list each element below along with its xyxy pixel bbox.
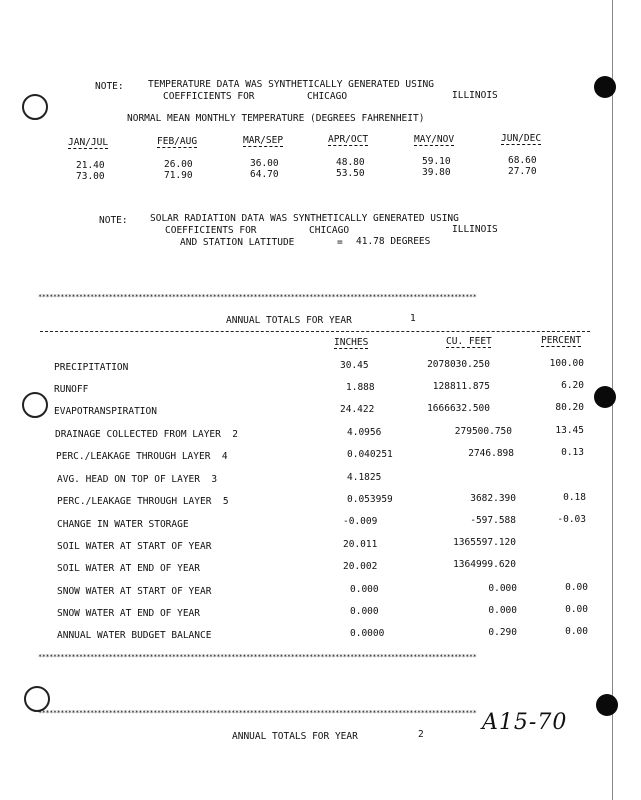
- row-inches: 0.0000: [350, 628, 385, 639]
- asterisk-separator: **********************************************************************************************************************: [38, 710, 477, 717]
- temp-header: APR/OCT: [328, 134, 369, 145]
- row-cu-feet: 2078030.250: [427, 359, 490, 370]
- row-label: PRECIPITATION: [54, 362, 129, 373]
- row-percent: 0.13: [561, 447, 584, 458]
- row-percent: 0.00: [565, 582, 588, 593]
- row-percent: -0.03: [557, 514, 586, 525]
- row-percent: 0.00: [565, 604, 588, 615]
- temp-value: 68.60: [508, 155, 537, 166]
- punch-hole-top-left: [22, 94, 48, 120]
- row-label: SNOW WATER AT END OF YEAR: [57, 608, 200, 619]
- solar-note-latitude-label: AND STATION LATITUDE: [180, 237, 295, 248]
- row-cu-feet: 0.000: [488, 605, 517, 616]
- row-label: RUNOFF: [54, 384, 89, 395]
- temp-value: 53.50: [336, 168, 365, 179]
- temp-note-coefficients: COEFFICIENTS FOR: [163, 91, 255, 102]
- row-inches: 0.000: [350, 606, 379, 617]
- row-cu-feet: 0.000: [488, 583, 517, 594]
- solar-note-equals: =: [337, 237, 343, 248]
- row-inches: 0.040251: [347, 449, 393, 460]
- row-inches: 0.053959: [347, 494, 393, 505]
- dashed-separator: [40, 331, 590, 332]
- punch-hole-top-right: [594, 76, 616, 98]
- punch-hole-middle-right: [594, 386, 616, 408]
- row-inches: 20.002: [343, 561, 378, 572]
- row-cu-feet: 1364999.620: [453, 559, 516, 570]
- punch-hole-middle-left: [22, 392, 48, 418]
- solar-note-line1: SOLAR RADIATION DATA WAS SYNTHETICALLY GENERATED USING: [150, 213, 459, 224]
- temp-value: 36.00: [250, 158, 279, 169]
- row-inches: 1.888: [346, 382, 375, 393]
- row-percent: 80.20: [555, 402, 584, 413]
- solar-note-city: CHICAGO: [309, 225, 350, 236]
- col-header-cu-feet: CU. FEET: [446, 336, 492, 347]
- row-label: AVG. HEAD ON TOP OF LAYER 3: [57, 474, 218, 485]
- temp-header: JAN/JUL: [68, 137, 109, 148]
- temp-note-state: ILLINOIS: [452, 90, 498, 101]
- temp-header: FEB/AUG: [157, 136, 198, 147]
- temp-note-line1: TEMPERATURE DATA WAS SYNTHETICALLY GENERATED USING: [148, 79, 434, 90]
- temperature-table-title: NORMAL MEAN MONTHLY TEMPERATURE (DEGREES FAHRENHEIT): [127, 113, 425, 124]
- temp-value: 26.00: [164, 159, 193, 170]
- col-header-inches: INCHES: [334, 337, 369, 348]
- asterisk-separator: **********************************************************************************************************************: [38, 654, 477, 661]
- temp-value: 21.40: [76, 160, 105, 171]
- row-inches: 30.45: [340, 360, 369, 371]
- temp-value: 27.70: [508, 166, 537, 177]
- temp-value: 48.80: [336, 157, 365, 168]
- row-cu-feet: 128811.875: [432, 381, 490, 392]
- row-cu-feet: 3682.390: [470, 493, 516, 504]
- row-percent: 0.00: [565, 626, 588, 637]
- annual-totals-title: ANNUAL TOTALS FOR YEAR: [226, 315, 352, 326]
- temp-header: MAR/SEP: [243, 135, 284, 146]
- temp-value: 73.00: [76, 171, 105, 182]
- temp-value: 64.70: [250, 169, 279, 180]
- solar-note-coefficients: COEFFICIENTS FOR: [165, 225, 257, 236]
- temp-header: MAY/NOV: [414, 134, 455, 145]
- handwritten-page-note: A15-70: [482, 710, 568, 735]
- asterisk-separator: **********************************************************************************************************************: [38, 294, 477, 301]
- row-label: SOIL WATER AT END OF YEAR: [57, 563, 200, 574]
- row-cu-feet: 0.290: [488, 627, 517, 638]
- row-label: SNOW WATER AT START OF YEAR: [57, 586, 212, 597]
- row-label: SOIL WATER AT START OF YEAR: [57, 541, 212, 552]
- row-cu-feet: 1666632.500: [427, 403, 490, 414]
- row-percent: 13.45: [555, 425, 584, 436]
- temp-value: 59.10: [422, 156, 451, 167]
- row-inches: 4.1825: [347, 472, 382, 483]
- temp-value: 71.90: [164, 170, 193, 181]
- row-inches: 4.0956: [347, 427, 382, 438]
- solar-note-state: ILLINOIS: [452, 224, 498, 235]
- row-percent: 0.18: [563, 492, 586, 503]
- row-label: ANNUAL WATER BUDGET BALANCE: [57, 630, 212, 641]
- row-label: PERC./LEAKAGE THROUGH LAYER 5: [57, 496, 229, 507]
- annual-totals-title-year2: ANNUAL TOTALS FOR YEAR: [232, 731, 358, 742]
- solar-note-label: NOTE:: [99, 215, 128, 226]
- row-inches: 24.422: [340, 404, 375, 415]
- row-label: CHANGE IN WATER STORAGE: [57, 519, 189, 530]
- temp-value: 39.80: [422, 167, 451, 178]
- solar-note-latitude: 41.78 DEGREES: [356, 236, 431, 247]
- temp-header: JUN/DEC: [501, 133, 542, 144]
- row-cu-feet: 2746.898: [468, 448, 514, 459]
- temp-note-label: NOTE:: [95, 81, 124, 92]
- row-label: PERC./LEAKAGE THROUGH LAYER 4: [56, 451, 228, 462]
- row-cu-feet: 1365597.120: [453, 537, 516, 548]
- row-percent: 100.00: [549, 358, 584, 369]
- annual-totals-year2: 2: [418, 729, 424, 740]
- row-cu-feet: -597.588: [470, 515, 516, 526]
- punch-hole-bottom-left: [24, 686, 50, 712]
- punch-hole-bottom-right: [596, 694, 618, 716]
- col-header-percent: PERCENT: [541, 335, 582, 346]
- row-inches: -0.009: [343, 516, 378, 527]
- row-label: DRAINAGE COLLECTED FROM LAYER 2: [55, 429, 239, 440]
- row-inches: 20.011: [343, 539, 378, 550]
- row-cu-feet: 279500.750: [454, 426, 512, 437]
- row-label: EVAPOTRANSPIRATION: [54, 406, 157, 417]
- row-percent: 6.20: [561, 380, 584, 391]
- annual-totals-year: 1: [410, 313, 416, 324]
- row-inches: 0.000: [350, 584, 379, 595]
- temp-note-city: CHICAGO: [307, 91, 348, 102]
